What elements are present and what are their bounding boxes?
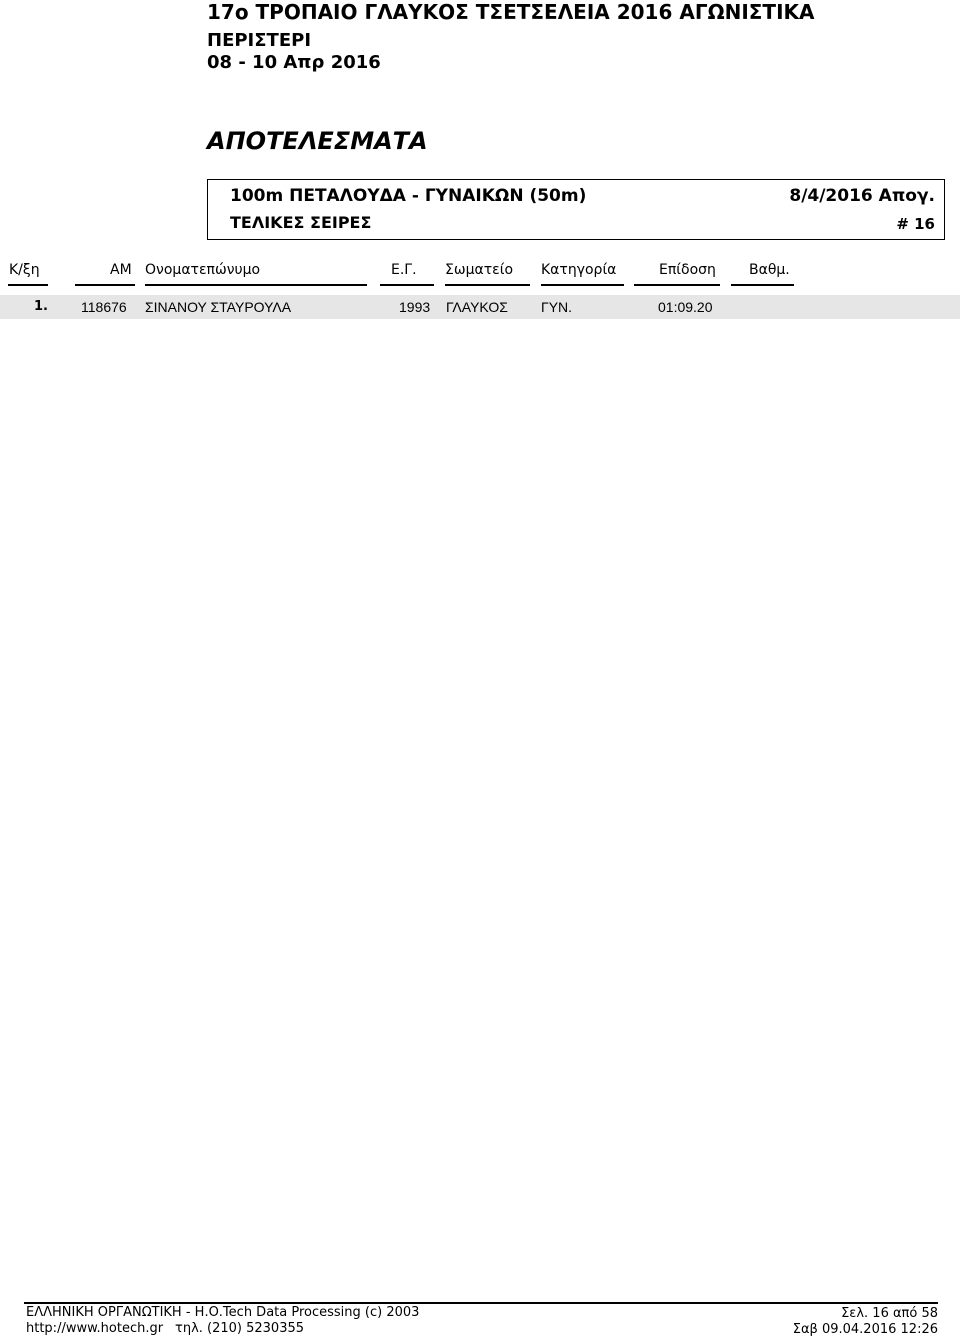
footer-divider <box>24 1302 938 1304</box>
col-underline-birth-year <box>380 284 434 286</box>
col-header-birth-year: Ε.Γ. <box>391 262 417 278</box>
col-underline-club <box>445 284 530 286</box>
footer-phone: τηλ. (210) 5230355 <box>175 1321 305 1336</box>
col-header-name: Ονοματεπώνυμο <box>145 262 261 278</box>
col-underline-name <box>145 284 367 286</box>
col-underline-category <box>541 284 624 286</box>
col-header-club: Σωματείο <box>445 262 514 278</box>
col-header-am: ΑΜ <box>110 262 132 278</box>
meet-location: ΠΕΡΙΣΤΕΡΙ <box>207 30 312 51</box>
event-date-session: 8/4/2016 Απογ. <box>789 186 935 206</box>
meet-dates: 08 - 10 Απρ 2016 <box>207 52 381 73</box>
result-rank: 1. <box>34 299 48 314</box>
event-number: # 16 <box>896 215 935 233</box>
footer-org: ΕΛΛΗΝΙΚΗ ΟΡΓΑΝΩΤΙΚΗ - Η.Ο.Tech Data Processing (c) 2003 <box>26 1305 420 1320</box>
result-club: ΓΛΑΥΚΟΣ <box>446 299 508 315</box>
col-header-points: Βαθμ. <box>749 262 790 278</box>
result-birth-year: 1993 <box>399 299 431 315</box>
result-category: ΓΥΝ. <box>541 299 573 315</box>
footer-page-number: Σελ. 16 από 58 <box>841 1306 938 1321</box>
footer-url[interactable]: http://www.hotech.gr <box>26 1321 164 1336</box>
event-box <box>207 179 945 240</box>
event-round: ΤΕΛΙΚΕΣ ΣΕΙΡΕΣ <box>230 213 372 232</box>
result-am: 118676 <box>81 299 127 315</box>
col-header-rank: Κ/ξη <box>9 262 40 278</box>
result-name: ΣΙΝΑΝΟΥ ΣΤΑΥΡΟΥΛΑ <box>145 299 292 315</box>
col-underline-am <box>75 284 135 286</box>
event-name: 100m ΠΕΤΑΛΟΥΔΑ - ΓΥΝΑΙΚΩΝ (50m) <box>230 186 587 206</box>
footer-printed-timestamp: Σαβ 09.04.2016 12:26 <box>792 1322 938 1337</box>
col-underline-time <box>634 284 720 286</box>
result-time: 01:09.20 <box>658 299 713 315</box>
col-underline-rank <box>8 284 48 286</box>
col-header-time: Επίδοση <box>659 262 716 278</box>
col-underline-points <box>731 284 794 286</box>
results-heading: ΑΠΟΤΕΛΕΣΜΑΤΑ <box>207 127 428 155</box>
meet-title: 17ο ΤΡΟΠΑΙΟ ΓΛΑΥΚΟΣ ΤΣΕΤΣΕΛΕΙΑ 2016 ΑΓΩΝΙΣΤΙΚΑ <box>207 0 815 24</box>
col-header-category: Κατηγορία <box>541 262 617 278</box>
